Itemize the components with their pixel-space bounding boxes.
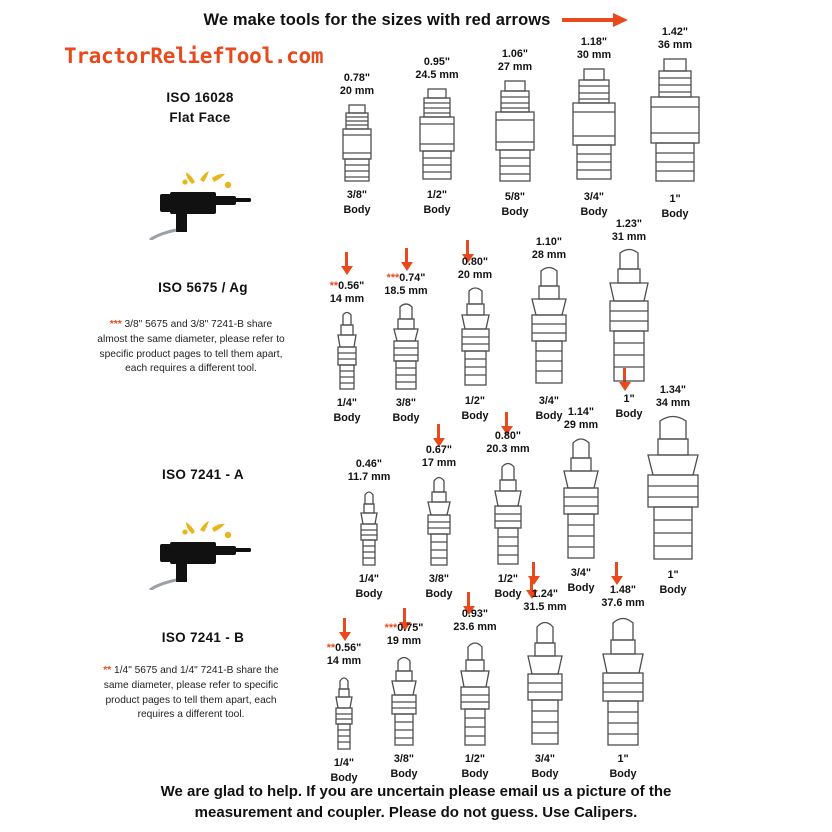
dim-inch: 0.93" <box>461 608 489 620</box>
dim-inch: 0.95" <box>423 56 451 68</box>
body-word: Body <box>661 208 689 221</box>
body-size: 1/4" <box>336 396 358 409</box>
dim-inch: 0.75" <box>397 622 424 634</box>
body-size: 3/4" <box>534 752 556 765</box>
dim-mm: 24.5 mm <box>415 69 459 82</box>
coupler-5675-3-4 <box>508 236 590 424</box>
dim-mm: 27 mm <box>497 61 533 74</box>
grease-gun-icon <box>140 170 260 240</box>
dim-inch: 1.34" <box>659 384 687 396</box>
body-word: Body <box>567 582 595 595</box>
body-word: Body <box>343 204 371 217</box>
dim-mm: 20 mm <box>457 269 493 282</box>
row-title-line1: ISO 5675 / Ag <box>158 280 248 295</box>
red-arrow-icon <box>338 618 351 641</box>
dim-mm: 36 mm <box>657 39 693 52</box>
note-7241b <box>98 664 284 723</box>
footer-line-1: We are glad to help. If you are uncertain please email us a picture of the <box>160 782 672 800</box>
row-title-iso-5675 <box>118 278 288 298</box>
brand-logo-text[interactable]: TractorReliefTool.com <box>64 44 324 68</box>
dim-inch: 1.42" <box>661 26 689 38</box>
body-size: 3/8" <box>393 752 415 765</box>
coupler-art <box>366 299 446 395</box>
coupler-16028-1-2 <box>400 56 474 218</box>
dim-mm: 31.5 mm <box>523 601 567 614</box>
row-title-line1: ISO 7241 - B <box>161 630 245 645</box>
coupler-16028-1 <box>636 26 714 222</box>
coupler-art <box>628 411 718 567</box>
coupler-art <box>556 63 632 189</box>
body-size: 1/2" <box>426 188 448 201</box>
row-title-iso-7241-b <box>118 628 288 648</box>
footer-note <box>0 781 832 825</box>
dim-mm: 19 mm <box>386 635 422 648</box>
body-word: Body <box>355 588 383 601</box>
dim-inch: 0.56" <box>335 642 362 654</box>
body-size: 3/8" <box>395 396 417 409</box>
coupler-7241a-1 <box>628 384 718 598</box>
body-word: Body <box>494 588 522 601</box>
body-size: 1/2" <box>497 572 519 585</box>
body-size: 3/4" <box>570 566 592 579</box>
coupler-art <box>466 457 550 571</box>
body-size: 1/4" <box>333 756 355 769</box>
coupler-art <box>436 283 514 393</box>
row-title-iso-7241-a <box>118 465 288 485</box>
dim-mm: 18.5 mm <box>384 285 428 298</box>
row-title-line1: ISO 16028 <box>166 90 234 105</box>
body-size: 1" <box>669 192 681 205</box>
red-arrow-icon <box>400 248 413 271</box>
dim-mm: 28 mm <box>531 249 567 262</box>
dim-inch: 1.06" <box>501 48 529 60</box>
dim-stars: ** <box>326 642 336 654</box>
dim-inch: 0.46" <box>355 458 383 470</box>
body-word: Body <box>535 410 563 423</box>
dim-mm: 14 mm <box>326 655 362 668</box>
body-word: Body <box>501 206 529 219</box>
body-size: 3/8" <box>346 188 368 201</box>
body-word: Body <box>392 412 420 425</box>
dim-inch: 0.80" <box>494 430 522 442</box>
coupler-5675-3-8 <box>366 272 446 426</box>
dim-inch: 1.14" <box>567 406 595 418</box>
dim-inch: 0.56" <box>338 280 365 292</box>
dim-inch: 0.80" <box>461 256 489 268</box>
body-word: Body <box>333 412 361 425</box>
body-word: Body <box>609 768 637 781</box>
body-size: 1/2" <box>464 752 486 765</box>
footer-line-2: measurement and coupler. Please do not guess. Use Calipers. <box>194 804 638 822</box>
dim-mm: 37.6 mm <box>601 597 645 610</box>
body-word: Body <box>390 768 418 781</box>
note-text: 1/4" 5675 and 1/4" 7241-B share the same diameter, please refer to specific product pages to tell them apart, each requires a different tool. <box>103 665 279 721</box>
body-word: Body <box>461 768 489 781</box>
dim-mm: 20.3 mm <box>486 443 530 456</box>
dim-inch: 0.74" <box>399 272 426 284</box>
body-size: 3/4" <box>583 190 605 203</box>
dim-inch: 1.24" <box>531 588 559 600</box>
dim-inch: 0.67" <box>425 444 453 456</box>
dim-mm: 11.7 mm <box>347 471 391 484</box>
coupler-art <box>508 263 590 393</box>
dim-mm: 20 mm <box>339 85 375 98</box>
coupler-art <box>400 83 474 187</box>
dim-inch: 1.10" <box>535 236 563 248</box>
dim-inch: 1.48" <box>609 584 637 596</box>
note-5675 <box>96 318 286 377</box>
dim-mm: 17 mm <box>421 457 457 470</box>
dim-inch: 0.78" <box>343 72 371 84</box>
red-arrow-icon <box>340 252 353 275</box>
dim-stars: *** <box>384 622 398 634</box>
body-word: Body <box>461 410 489 423</box>
dim-mm: 14 mm <box>329 293 365 306</box>
coupler-7241b-1 <box>576 584 670 782</box>
coupler-art <box>330 485 408 571</box>
coupler-art <box>478 75 552 189</box>
arrow-right-icon <box>562 13 628 27</box>
body-word: Body <box>330 772 358 785</box>
body-size: 1" <box>667 568 679 581</box>
grease-gun-icon <box>140 520 260 590</box>
dim-mm: 29 mm <box>563 419 599 432</box>
note-text: 3/8" 5675 and 3/8" 7241-B share almost the same diameter, please refer to specific product pages to tell them apart, each requires a different tool. <box>97 319 285 375</box>
body-size: 3/8" <box>428 572 450 585</box>
row-title-line1: ISO 7241 - A <box>162 467 244 482</box>
body-size: 1/2" <box>464 394 486 407</box>
dim-mm: 30 mm <box>576 49 612 62</box>
body-size: 1" <box>623 392 635 405</box>
note-stars: *** <box>109 319 122 330</box>
coupler-16028-3-4 <box>556 36 632 220</box>
dim-mm: 34 mm <box>655 397 691 410</box>
body-size: 3/4" <box>538 394 560 407</box>
coupler-16028-5-8 <box>478 48 552 220</box>
coupler-art <box>576 611 670 751</box>
body-size: 1" <box>617 752 629 765</box>
coupler-art <box>540 433 622 565</box>
body-word: Body <box>659 584 687 597</box>
coupler-art <box>322 99 392 187</box>
dim-inch: 1.18" <box>580 36 608 48</box>
red-arrow-icon <box>610 562 623 585</box>
coupler-7241a-1-4 <box>330 458 408 602</box>
dim-mm: 23.6 mm <box>453 621 497 634</box>
body-word: Body <box>580 206 608 219</box>
coupler-5675-1-2 <box>436 256 514 424</box>
dim-mm: 31 mm <box>611 231 647 244</box>
note-stars: ** <box>103 665 112 676</box>
body-size: 5/8" <box>504 190 526 203</box>
banner-text: We make tools for the sizes with red arrows <box>203 10 551 29</box>
dim-inch: 1.23" <box>615 218 643 230</box>
coupler-art <box>636 53 714 191</box>
dim-stars: ** <box>329 280 339 292</box>
body-size: 1/4" <box>358 572 380 585</box>
body-word: Body <box>423 204 451 217</box>
row-title-iso-16028 <box>130 88 270 129</box>
body-word: Body <box>531 768 559 781</box>
body-word: Body <box>615 408 643 421</box>
dim-stars: *** <box>386 272 400 284</box>
coupler-art <box>586 245 672 391</box>
body-word: Body <box>425 588 453 601</box>
row-title-line2: Flat Face <box>169 110 231 126</box>
coupler-16028-3-8 <box>322 72 392 218</box>
